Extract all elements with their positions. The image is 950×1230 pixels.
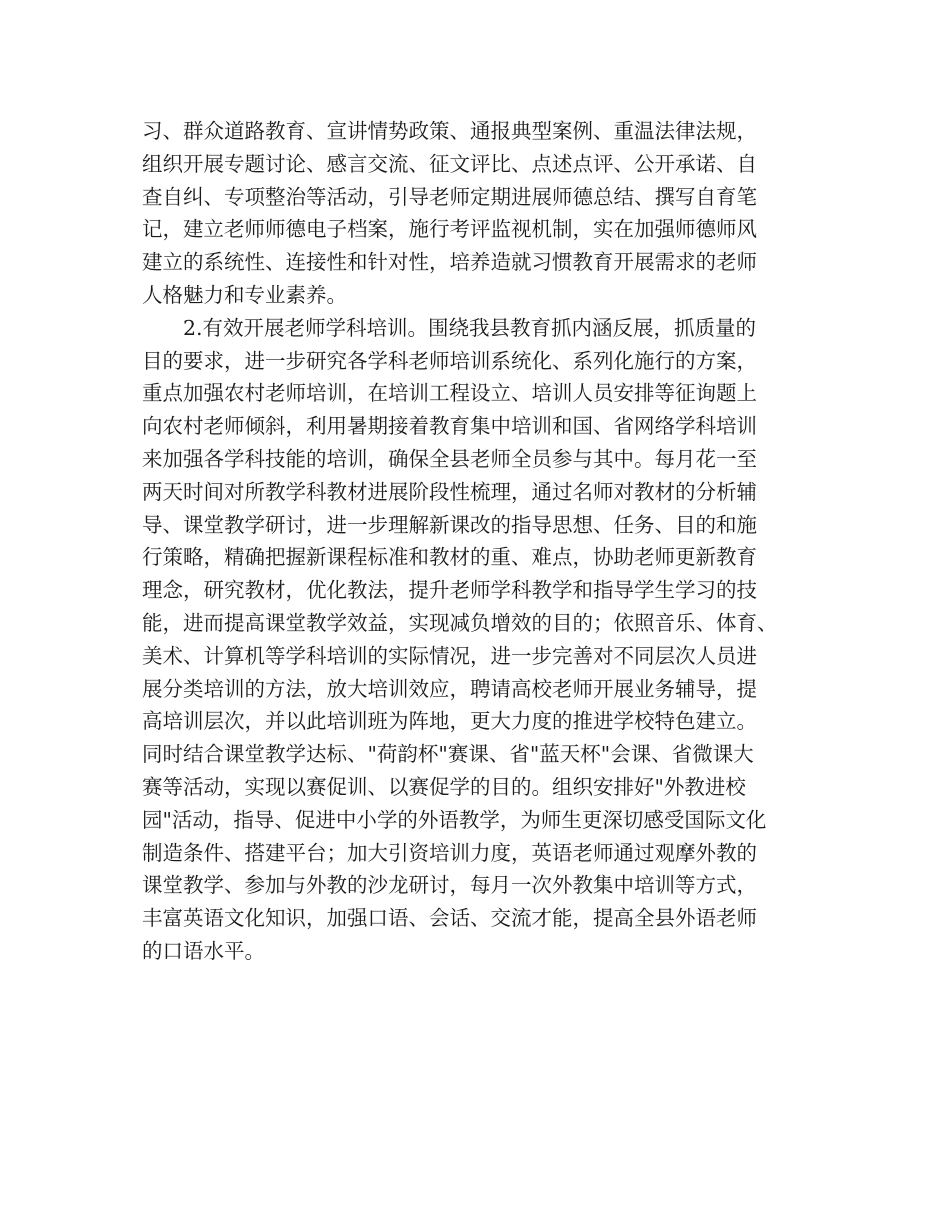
- text-line: 制造条件、搭建平台；加大引资培训力度，英语老师通过观摩外教的: [142, 840, 757, 865]
- text-line: 来加强各学科技能的培训，确保全县老师全员参与其中。每月花一至: [142, 446, 757, 471]
- text-line: 查自纠、专项整治等活动，引导老师定期进展师德总结、撰写自育笔: [142, 184, 757, 209]
- text-line: 两天时间对所教学科教材进展阶段性梳理，通过名师对教材的分析辅: [142, 479, 757, 504]
- text-line: 同时结合课堂教学达标、"荷韵杯"赛课、省"蓝天杯"会课、省微课大: [142, 742, 754, 767]
- text-line: 展分类培训的方法，放大培训效应，聘请高校老师开展业务辅导，提: [142, 676, 757, 701]
- text-line: 园"活动，指导、促进中小学的外语教学，为师生更深切感受国际文化: [142, 807, 767, 832]
- text-line: 重点加强农村老师培训，在培训工程设立、培训人员安排等征询题上: [142, 381, 757, 406]
- text-line: 习、群众道路教育、宣讲情势政策、通报典型案例、重温法律法规，: [142, 119, 757, 143]
- text-line: 目的要求，进一步研究各学科老师培训系统化、系列化施行的方案，: [142, 348, 757, 373]
- body-text: [142, 115, 832, 968]
- text-line: 记，建立老师师德电子档案，施行考评监视机制，实在加强师德师风: [142, 217, 757, 242]
- text-line: 向农村老师倾斜，利用暑期接着教育集中培训和国、省网络学科培训: [142, 414, 757, 439]
- text-line: 丰富英语文化知识，加强口语、会话、交流才能，提高全县外语老师: [142, 906, 757, 931]
- text-line: 赛等活动，实现以赛促训、以赛促学的目的。组织安排好"外教进校: [142, 774, 746, 799]
- text-line: 的口语水平。: [142, 938, 265, 963]
- text-line: 建立的系统性、连接性和针对性，培养造就习惯教育开展需求的老师: [142, 250, 757, 275]
- text-line: 美术、计算机等学科培训的实际情况，进一步完善对不同层次人员进: [142, 643, 757, 668]
- text-line: 高培训层次，并以此培训班为阵地，更大力度的推进学校特色建立。: [142, 709, 757, 734]
- text-line: 课堂教学、参加与外教的沙龙研讨，每月一次外教集中培训等方式，: [142, 873, 757, 898]
- paragraph-heading-line: 2.有效开展老师学科培训。围绕我县教育抓内涵反展，抓质量的: [183, 315, 757, 340]
- text-line: 组织开展专题讨论、感言交流、征文评比、点述点评、公开承诺、自: [142, 151, 757, 176]
- text-line: 行策略，精确把握新课程标准和教材的重、难点，协助老师更新教育: [142, 545, 757, 570]
- text-line: 导、课堂教学研讨，进一步理解新课改的指导思想、任务、目的和施: [142, 512, 757, 537]
- text-line: 人格魅力和专业素养。: [142, 282, 347, 307]
- text-line: 理念，研究教材，优化教法，提升老师学科教学和指导学生学习的技: [142, 578, 757, 603]
- text-line: 能，进而提高课堂教学效益，实现减负增效的目的；依照音乐、体育、: [142, 610, 778, 635]
